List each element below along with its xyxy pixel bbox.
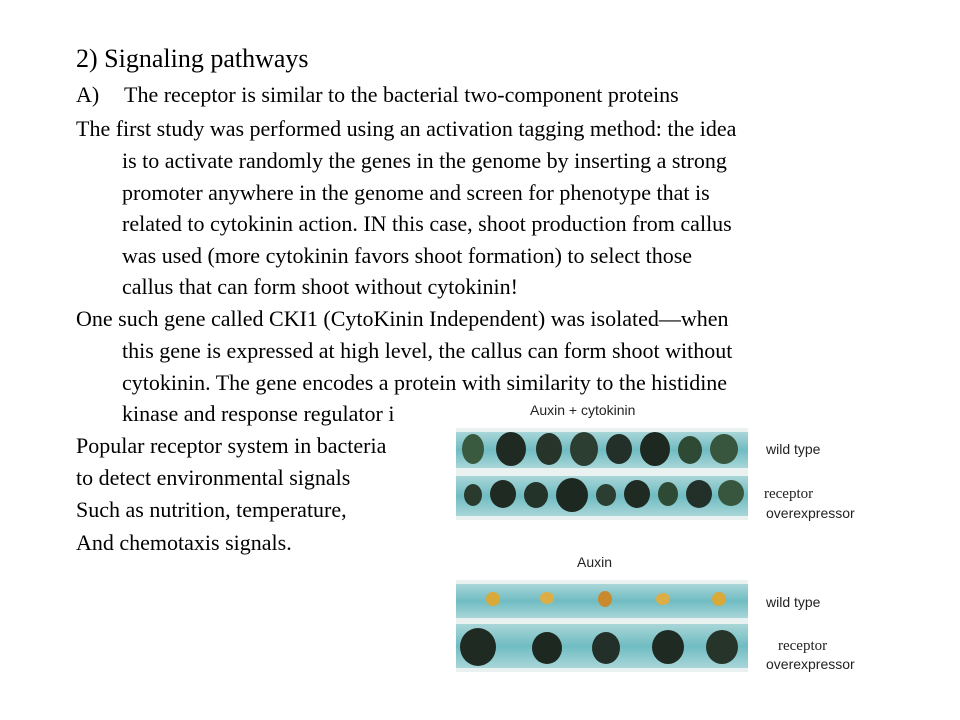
callus-colony [706,630,738,664]
para1-line: callus that can form shoot without cytokinin! [122,274,518,299]
para1-line: The first study was performed using an activation tagging method: the idea [76,116,737,141]
label-wild-type-2: wild type [766,594,821,610]
para2-line: One such gene called CKI1 (CytoKinin Independent) was isolated—when [76,306,729,331]
para1-line: related to cytokinin action. IN this case, shoot production from callus [122,211,732,236]
callus-colony [718,480,744,506]
callus-colony [652,630,684,664]
point-a-text: The receptor is similar to the bacterial two-component proteins [124,82,679,107]
callus-colony [592,632,620,664]
para2-line: kinase and response regulator i [122,401,395,426]
callus-colony [596,484,616,506]
callus-colony [658,482,678,506]
point-a-marker: A) [76,82,100,107]
callus-colony [490,480,516,508]
panel2-title: Auxin [577,554,613,570]
label-receptor-2: receptor [778,638,828,654]
label-overexpressor-2: overexpressor [766,656,855,672]
callus-colony [462,434,484,464]
plate-photo-auxin-cytokinin [456,428,748,520]
callus-colony [496,432,526,466]
label-wild-type-1: wild type [766,441,821,457]
callus-colony [464,484,482,506]
panel1-title: Auxin + cytokinin [530,402,636,418]
para3-line: And chemotaxis signals. [76,530,292,555]
callus-colony [524,482,548,508]
callus-colony [598,591,612,607]
slide-title: 2) Signaling pathways [76,44,309,73]
label-receptor-1: receptor [764,486,814,502]
plate-photo-auxin [456,580,748,672]
callus-colony [640,432,670,466]
callus-colony [606,434,632,464]
callus-colony [556,478,588,512]
para3-line: to detect environmental signals [76,465,351,490]
callus-colony [460,628,496,666]
callus-colony [712,592,726,606]
callus-colony [532,632,562,664]
para1-line: promoter anywhere in the genome and screen for phenotype that is [122,180,710,205]
para1-line: was used (more cytokinin favors shoot formation) to select those [122,243,693,268]
para3-line: Popular receptor system in bacteria [76,433,387,458]
callus-colony [570,432,598,466]
para1-line: is to activate randomly the genes in the genome by inserting a strong [122,148,727,173]
callus-colony [540,592,554,604]
para2-line: cytokinin. The gene encodes a protein with similarity to the histidine [122,370,728,395]
callus-colony [678,436,702,464]
para2-line: this gene is expressed at high level, the callus can form shoot without [122,338,733,363]
label-overexpressor-1: overexpressor [766,505,855,521]
callus-colony [686,480,712,508]
callus-colony [656,593,670,605]
para3-line: Such as nutrition, temperature, [76,497,347,522]
callus-colony [624,480,650,508]
callus-colony [536,433,562,465]
callus-colony [710,434,738,464]
callus-colony [486,592,500,606]
